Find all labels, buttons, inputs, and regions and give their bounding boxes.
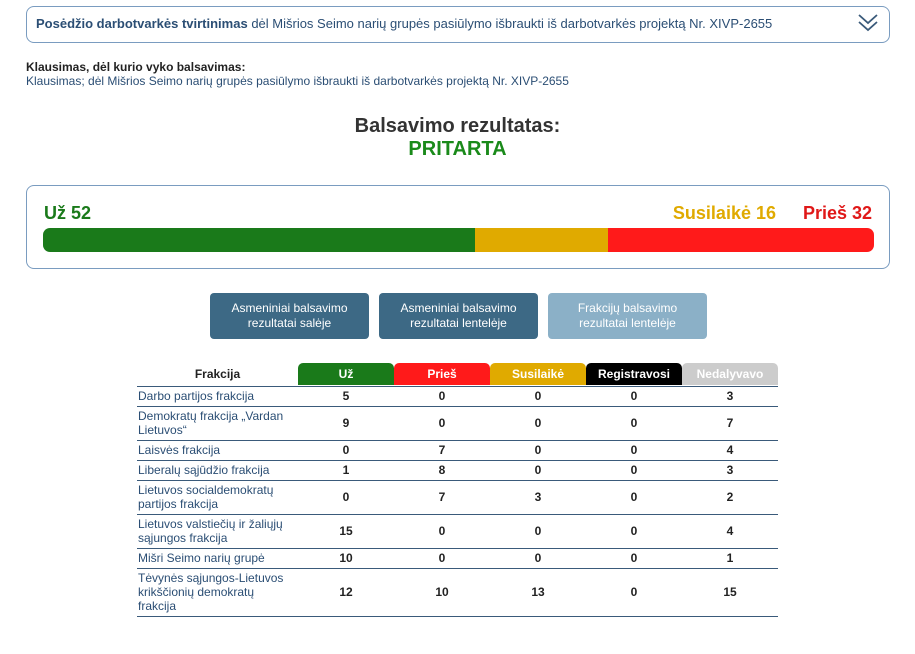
agenda-title-bold: Posėdžio darbotvarkės tvirtinimas xyxy=(36,16,248,31)
cell-for: 0 xyxy=(298,480,394,514)
faction-name: Laisvės frakcija xyxy=(137,440,298,460)
cell-for: 15 xyxy=(298,514,394,548)
cell-abstain: 0 xyxy=(490,440,586,460)
col-header-absent: Nedalyvavo xyxy=(682,363,778,385)
col-header-abstain-cell xyxy=(490,362,586,386)
vote-bar xyxy=(43,228,874,252)
vote-bar-for xyxy=(43,228,475,252)
cell-absent: 3 xyxy=(682,460,778,480)
cell-for: 12 xyxy=(298,568,394,616)
result-value: PRITARTA xyxy=(408,138,507,160)
cell-against: 0 xyxy=(394,548,490,568)
cell-for: 5 xyxy=(298,386,394,406)
table-row xyxy=(137,440,778,460)
cell-absent: 4 xyxy=(682,514,778,548)
cell-against: 7 xyxy=(394,440,490,460)
cell-abstain: 0 xyxy=(490,406,586,440)
cell-absent: 2 xyxy=(682,480,778,514)
for-count: Už 52 xyxy=(44,203,92,223)
question-label: Klausimas, dėl kurio vyko balsavimas: xyxy=(26,60,246,74)
cell-registered: 0 xyxy=(586,406,682,440)
cell-absent: 1 xyxy=(682,548,778,568)
cell-for: 0 xyxy=(298,440,394,460)
table-row xyxy=(137,406,778,440)
col-header-registered: Registravosi xyxy=(586,363,682,385)
vote-summary xyxy=(26,185,890,269)
vote-bar-abstain xyxy=(475,228,608,252)
table-row xyxy=(137,460,778,480)
faction-name: Demokratų frakcija „Vardan Lietuvos“ xyxy=(137,406,298,440)
table-row xyxy=(137,548,778,568)
faction-name: Tėvynės sąjungos-Lietuvos krikščionių demokratų frakcija xyxy=(137,568,298,616)
cell-absent: 4 xyxy=(682,440,778,460)
cell-against: 0 xyxy=(394,514,490,548)
col-header-against-cell xyxy=(394,362,490,386)
abstain-count: Susilaikė 16 xyxy=(672,203,776,223)
cell-against: 8 xyxy=(394,460,490,480)
faction-name: Mišri Seimo narių grupė xyxy=(137,548,298,568)
faction-results-table xyxy=(137,362,778,617)
col-header-abstain: Susilaikė xyxy=(490,363,586,385)
col-header-faction: Frakcija xyxy=(137,362,298,386)
table-row xyxy=(137,568,778,616)
table-row xyxy=(137,480,778,514)
double-chevron-down-icon[interactable] xyxy=(857,12,879,34)
col-header-for-cell xyxy=(298,362,394,386)
cell-abstain: 3 xyxy=(490,480,586,514)
cell-against: 7 xyxy=(394,480,490,514)
cell-for: 9 xyxy=(298,406,394,440)
cell-against: 10 xyxy=(394,568,490,616)
cell-registered: 0 xyxy=(586,514,682,548)
cell-registered: 0 xyxy=(586,460,682,480)
cell-registered: 0 xyxy=(586,386,682,406)
result-title: Balsavimo rezultatas: xyxy=(354,115,561,137)
agenda-title-text: dėl Mišrios Seimo narių grupės pasiūlymo išbraukti iš darbotvarkės projektą Nr. XIVP-2655 xyxy=(251,16,773,31)
agenda-header[interactable] xyxy=(26,6,890,43)
col-header-absent-cell xyxy=(682,362,778,386)
cell-absent: 3 xyxy=(682,386,778,406)
faction-results-table-button[interactable]: Frakcijų balsavimo rezultatai lentelėje xyxy=(548,293,707,339)
cell-registered: 0 xyxy=(586,548,682,568)
personal-results-hall-button[interactable]: Asmeniniai balsavimo rezultatai salėje xyxy=(210,293,369,339)
cell-abstain: 0 xyxy=(490,386,586,406)
result-buttons xyxy=(210,293,707,339)
cell-absent: 7 xyxy=(682,406,778,440)
faction-name: Liberalų sąjūdžio frakcija xyxy=(137,460,298,480)
col-header-against: Prieš xyxy=(394,363,490,385)
faction-name: Lietuvos socialdemokratų partijos frakcija xyxy=(137,480,298,514)
cell-against: 0 xyxy=(394,406,490,440)
against-count: Prieš 32 xyxy=(802,203,872,223)
question-text: Klausimas; dėl Mišrios Seimo narių grupės pasiūlymo išbraukti iš darbotvarkės projektą Nr. XIVP-2655 xyxy=(26,74,569,88)
cell-abstain: 13 xyxy=(490,568,586,616)
vote-bar-against xyxy=(608,228,874,252)
personal-results-table-button[interactable]: Asmeniniai balsavimo rezultatai lentelėje xyxy=(379,293,538,339)
cell-abstain: 0 xyxy=(490,514,586,548)
cell-registered: 0 xyxy=(586,440,682,460)
faction-name: Lietuvos valstiečių ir žaliųjų sąjungos frakcija xyxy=(137,514,298,548)
table-row xyxy=(137,386,778,406)
cell-registered: 0 xyxy=(586,568,682,616)
table-header-row xyxy=(137,362,778,386)
question-block xyxy=(26,60,569,88)
cell-for: 1 xyxy=(298,460,394,480)
cell-abstain: 0 xyxy=(490,460,586,480)
cell-absent: 15 xyxy=(682,568,778,616)
table-body xyxy=(137,386,778,616)
cell-abstain: 0 xyxy=(490,548,586,568)
col-header-registered-cell xyxy=(586,362,682,386)
faction-name: Darbo partijos frakcija xyxy=(137,386,298,406)
table-row xyxy=(137,514,778,548)
col-header-for: Už xyxy=(298,363,394,385)
cell-registered: 0 xyxy=(586,480,682,514)
cell-for: 10 xyxy=(298,548,394,568)
cell-against: 0 xyxy=(394,386,490,406)
